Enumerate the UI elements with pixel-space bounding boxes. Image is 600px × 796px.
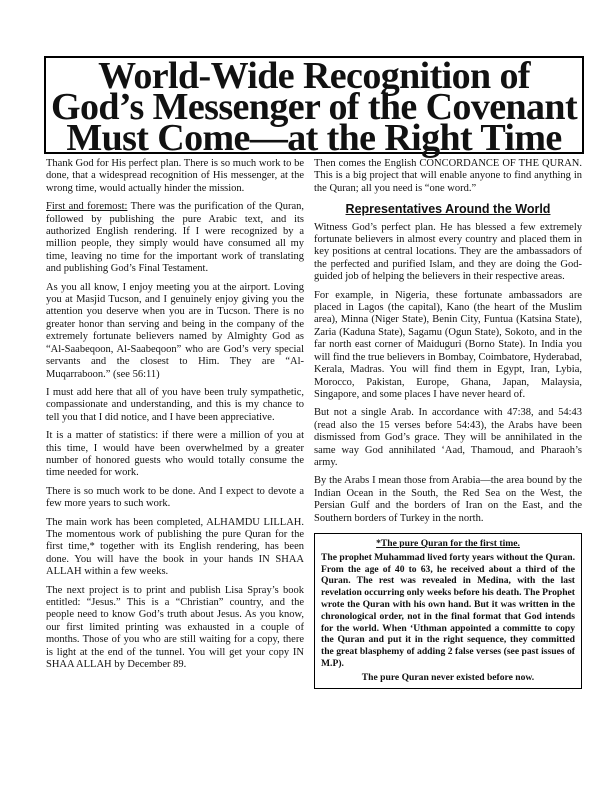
left-column bbox=[46, 158, 304, 677]
paragraph: As you all know, I enjoy meeting you at the airport. Loving you at Masjid Tucson, and I genuinely enjoy giving you the attention you deserve when you are in Tucson. There is no greater honor than serving and being in the company of the extremely fortunate believers named by Almighty God as “Al-Saabeqoon, Al-Saabeqoon” who are God’s very special servants and the closest to Him. They are “Al-Muqarraboon.” (see 56:11) bbox=[46, 281, 304, 380]
paragraph: By the Arabs I mean those from Arabia—the area bound by the Indian Ocean in the South, the Red Sea on the West, the Persian Gulf and the borders of Iran on the East, and the Southern borders of Turkey in the north. bbox=[314, 475, 582, 524]
paragraph-text: There was the purification of the Quran, followed by publishing the pure Arabic text, and its authorized English rendering. If I were recognized by a million people, they simply would have consumed all my time, leaving no time for the important work of translating and publishing God’s Final Testament. bbox=[46, 201, 304, 275]
paragraph: The main work has been completed, ALHAMDU LILLAH. The momentous work of publishing the pure Quran for the first time,* together with its English rendering, has been done. You will have the book in your hands IN SHAA ALLAH within a few weeks. bbox=[46, 516, 304, 578]
footnote-closing: The pure Quran never existed before now. bbox=[361, 671, 535, 683]
paragraph: Then comes the English CONCORDANCE OF THE QURAN. This is a big project that will enable anyone to find anything in the Quran; all you need is “one word.” bbox=[314, 158, 582, 194]
headline-line-2: God’s Messenger of the Covenant bbox=[50, 86, 578, 128]
paragraph: Thank God for His perfect plan. There is so much work to be done, that a widespread recognition of His messenger, at the wrong time, would actually hinder the mission. bbox=[46, 158, 304, 194]
footnote-box bbox=[314, 533, 582, 689]
right-column bbox=[314, 158, 582, 689]
paragraph: The next project is to print and publish Lisa Spray’s book entitled: “Jesus.” This is a “Christian” country, and the people need to know God’s truth about Jesus. As you know, our first limited printing was exhausted in a couple of months. Those of you who are still waiting for a copy, there is light at the end of the tunnel. You will get your copy IN SHAA ALLAH by December 89. bbox=[46, 584, 304, 671]
paragraph: For example, in Nigeria, these fortunate ambassadors are placed in Lagos (the capital), Kano (the heart of the Muslim area), Minna (Niger State), Benin City, Funtua (Katsina State), Zaria (Kaduna State), Sagamu (Ogun State), Sokoto, and in the far north east corner of Maiduguri (Borno State). In India you will find the true believers in Bombay, Coimbatore, Hyderabad, Kerala, Madras. You will find them in Egypt, Iran, Lybia, Morocco, Pakistan, Europe, Ghana, Japan, Malaysia, Singapore, and some places I have never heard of. bbox=[314, 289, 582, 400]
lead-phrase: First and foremost: bbox=[46, 201, 128, 213]
section-heading-text: Representatives Around the World bbox=[345, 202, 551, 217]
headline-line-3: Must Come—at the Right Time bbox=[66, 117, 562, 159]
paragraph: But not a single Arab. In accordance with 47:38, and 54:43 (read also the 15 verses before 54:43), the Arabs have been dismissed from God’s grace. They will be annihilated in the same way God annihilated ‘Aad, Thamoud, and Pharaoh’s army. bbox=[314, 407, 582, 468]
headline-box bbox=[44, 55, 584, 159]
paragraph: It is a matter of statistics: if there were a million of you at this time, I would have been overwhelmed by a greater number of honored guests who would totally consume the time needed for work. bbox=[46, 430, 304, 479]
paragraph: I must add here that all of you have been truly sympathetic, compassionate and understanding, and this is my chance to tell you that I did notice, and I have been appreciative. bbox=[46, 386, 304, 423]
headline-line-1: World-Wide Recognition of bbox=[98, 55, 530, 97]
section-heading bbox=[314, 203, 582, 215]
footnote-title: *The pure Quran for the first time. bbox=[376, 537, 520, 549]
footnote-body: The prophet Muhammad lived forty years without the Quran. From the age of 40 to 63, he received about a third of the Quran. The rest was revealed in Medina, with the last revelation occurring only weeks before his death. The Prophet wrote the Quran with his own hand. But it was written in the chronological order, not in the final format that God intends for the world. When ‘Uthman appointed a committe to copy the Quran and put it in the right sequence, they committed the great blasphemy of adding 2 false verses (see past issues of M.P). bbox=[321, 551, 575, 669]
paragraph: Witness God’s perfect plan. He has blessed a few extremely fortunate believers in almost every country and placed them in key positions at central locations. They are the ambassadors of the perfected and purified Islam, and they are doing the God-guided job of helping the believers in their respective areas. bbox=[314, 221, 582, 283]
paragraph: There is so much work to be done. And I expect to devote a few more years to such work. bbox=[46, 485, 304, 510]
paragraph bbox=[46, 201, 304, 275]
